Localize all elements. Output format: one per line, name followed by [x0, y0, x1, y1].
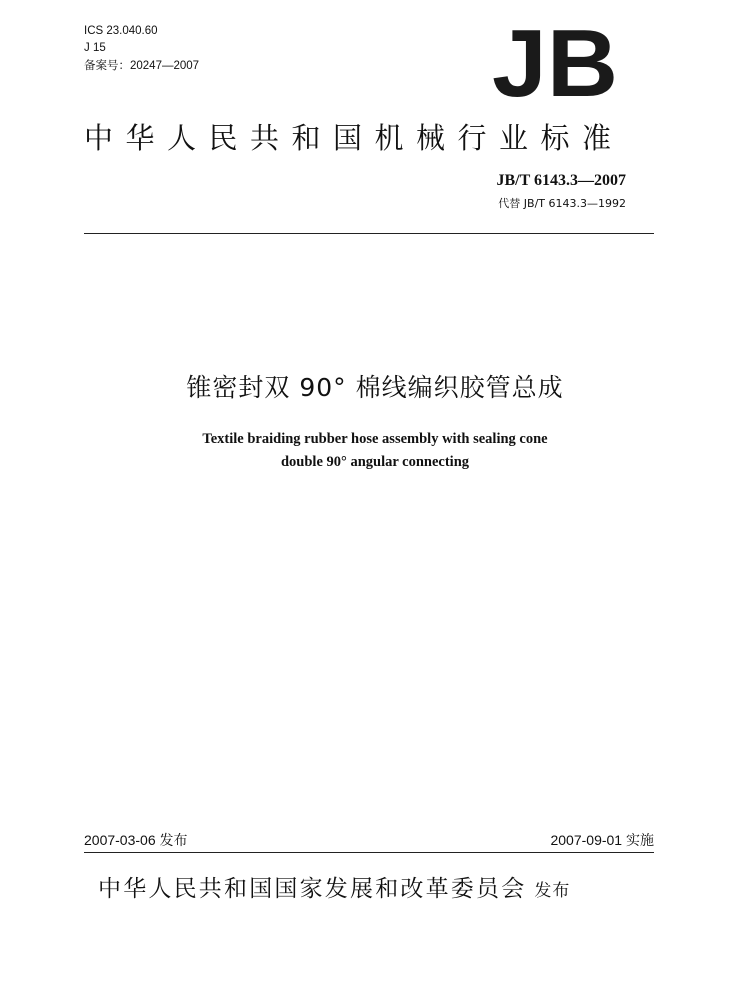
issue-date: 2007-03-06 发布 — [84, 832, 188, 848]
jb-logo-text: JB — [492, 22, 618, 102]
ics-code: ICS 23.040.60 — [84, 25, 158, 37]
document-title-en-line1: Textile braiding rubber hose assembly with sealing cone — [202, 431, 548, 447]
issuer-verb: 发布 — [534, 881, 571, 901]
issuer-line — [98, 870, 570, 903]
jb-logo — [492, 22, 620, 102]
implementation-date: 2007-09-01 实施 — [550, 832, 654, 848]
record-number: 备案号：20247—2007 — [84, 60, 200, 72]
issuer-name: 中华人民共和国国家发展和改革委员会 — [98, 876, 527, 902]
header-divider — [84, 233, 654, 234]
standard-category-title: 中华人民共和国机械行业标准 — [84, 121, 624, 155]
standard-number — [497, 172, 627, 190]
replaces-standard: 代替 JB/T 6143.3—1992 — [498, 197, 626, 210]
document-title-en-line2: double 90° angular connecting — [280, 454, 470, 470]
standard-number-text: JB/T 6143.3—2007 — [496, 172, 626, 189]
classification-code: J 15 — [84, 42, 106, 54]
footer-divider — [84, 852, 654, 853]
document-title-cn: 锥密封双 90° 棉线编织胶管总成 — [186, 373, 564, 402]
